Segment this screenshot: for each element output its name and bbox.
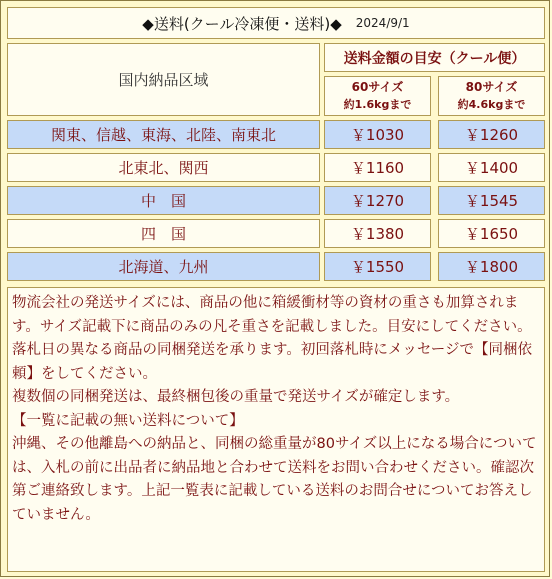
shipping-notes xyxy=(7,287,545,572)
region-cell: 北東北、関西 xyxy=(7,153,320,182)
page-title xyxy=(7,7,545,39)
note-heading: 【一覧に記載の無い送料について】 xyxy=(12,412,244,429)
title-text: ◆送料(クール冷凍便・送料)◆ xyxy=(142,14,342,33)
price-60-cell: ￥1550 xyxy=(324,252,431,281)
price-80-cell: ￥1650 xyxy=(438,219,545,248)
price-60-cell: ￥1380 xyxy=(324,219,431,248)
size-80-header xyxy=(438,76,545,116)
size-60-label: 60サイズ xyxy=(351,80,404,94)
note-paragraph: 物流会社の発送サイズには、商品の他に箱緩衝材等の資材の重さも加算されます。サイズ記載下に商品のみの凡そ重さを記載しました。目安にしてください。 xyxy=(12,295,532,335)
note-paragraph: 沖縄、その他離島への納品と、同梱の総重量が80サイズ以上になる場合については、入札の前に出品者に納品地と合わせて送料をお問い合わせください。確認次第ご連絡致します。上記一覧表に記載している送料のお問合せについてお答えしていません。 xyxy=(12,436,537,523)
price-60-cell: ￥1160 xyxy=(324,153,431,182)
price-60-cell: ￥1270 xyxy=(324,186,431,215)
size-80-label: 80サイズ xyxy=(465,80,518,94)
region-cell: 中 国 xyxy=(7,186,320,215)
shipping-guide-header: 送料金額の目安（クール便） xyxy=(324,43,545,72)
region-cell: 北海道、九州 xyxy=(7,252,320,281)
price-80-cell: ￥1800 xyxy=(438,252,545,281)
region-cell: 四 国 xyxy=(7,219,320,248)
note-paragraph: 落札日の異なる商品の同梱発送を承ります。初回落札時にメッセージで【同梱依頼】をしてください。 xyxy=(12,342,532,382)
region-cell: 関東、信越、東海、北陸、南東北 xyxy=(7,120,320,149)
size-80-weight: 約4.6kgまで xyxy=(457,98,526,111)
price-80-cell: ￥1545 xyxy=(438,186,545,215)
size-60-weight: 約1.6kgまで xyxy=(343,98,412,111)
price-60-cell: ￥1030 xyxy=(324,120,431,149)
region-column-header: 国内納品区域 xyxy=(7,43,320,116)
note-paragraph: 複数個の同梱発送は、最終梱包後の重量で発送サイズが確定します。 xyxy=(12,389,460,405)
price-80-cell: ￥1400 xyxy=(438,153,545,182)
title-date: 2024/9/1 xyxy=(355,16,410,30)
size-60-header xyxy=(324,76,431,116)
price-80-cell: ￥1260 xyxy=(438,120,545,149)
